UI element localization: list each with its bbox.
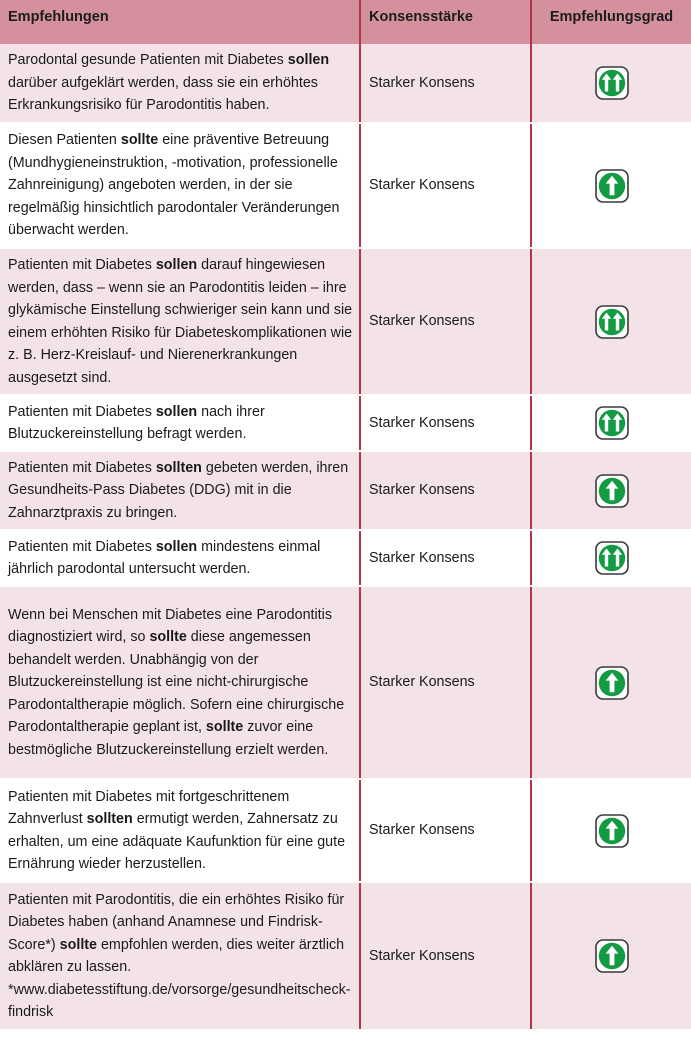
consensus-value: Starker Konsens: [360, 123, 531, 248]
recommendation-text: Wenn bei Menschen mit Diabetes eine Parodontitis diagnostiziert wird, so sollte diese angemessen behandelt werden. Unabhängig von der Blutzuckereinstellung ist eine nicht-chirurgische Parodontaltherapie möglich. Sofern eine chirurgische Parodontaltherapie geplant ist, sollte zuvor eine bestmögliche Blutzuckereinstellung erzielt werden.: [0, 586, 360, 779]
double-up-arrow-icon: [595, 406, 629, 440]
table-row: [0, 882, 691, 1030]
recommendation-text: Diesen Patienten sollte eine präventive Betreuung (Mundhygieneinstruktion, -motivation, professionelle Zahnreinigung) angeboten werden, in der sie regelmäßig hinsichtlich parodontaler Veränderungen überwacht werden.: [0, 123, 360, 248]
table-row: [0, 395, 691, 451]
double-up-arrow-icon: [595, 66, 629, 100]
single-up-arrow-icon: [595, 939, 629, 973]
table-row: [0, 530, 691, 586]
table-row: [0, 451, 691, 530]
header-consensus: Konsensstärke: [360, 0, 531, 44]
recommendation-text: Patienten mit Parodontitis, die ein erhöhtes Risiko für Diabetes haben (anhand Anamnese und Findrisk-Score*) sollte empfohlen werden, dies weiter ärztlich abklären zu lassen. *www.diabetesstiftung.de/vorsorge/gesundheitscheck-findrisk: [0, 882, 360, 1030]
consensus-value: Starker Konsens: [360, 779, 531, 882]
consensus-value: Starker Konsens: [360, 248, 531, 395]
single-up-arrow-icon: [595, 474, 629, 508]
consensus-value: Starker Konsens: [360, 586, 531, 779]
recommendation-text: Patienten mit Diabetes mit fortgeschrittenem Zahnverlust sollten ermutigt werden, Zahnersatz zu erhalten, um eine adäquate Kaufunktion für eine gute Ernährung wieder herzustellen.: [0, 779, 360, 882]
recommendation-text: Patienten mit Diabetes sollen mindestens einmal jährlich parodontal untersucht werden.: [0, 530, 360, 586]
consensus-value: Starker Konsens: [360, 395, 531, 451]
consensus-value: Starker Konsens: [360, 44, 531, 123]
single-up-arrow-icon: [595, 814, 629, 848]
table-header-row: [0, 0, 691, 44]
recommendation-text: Parodontal gesunde Patienten mit Diabetes sollen darüber aufgeklärt werden, dass sie ein erhöhtes Erkrankungsrisiko für Parodontitis haben.: [0, 44, 360, 123]
header-recommendations: Empfehlungen: [0, 0, 360, 44]
consensus-value: Starker Konsens: [360, 882, 531, 1030]
double-up-arrow-icon: [595, 305, 629, 339]
recommendation-text: Patienten mit Diabetes sollten gebeten werden, ihren Gesundheits-Pass Diabetes (DDG) mit in die Zahnarztpraxis zu bringen.: [0, 451, 360, 530]
table-row: [0, 248, 691, 395]
header-grade: Empfehlungsgrad: [531, 0, 691, 44]
recommendation-text: Patienten mit Diabetes sollen darauf hingewiesen werden, dass – wenn sie an Parodontitis leiden – ihre glykämische Einstellung schwieriger sein kann und sie einem erhöhten Risiko für Diabeteskomplikationen wie z. B. Herz-Kreislauf- und Nierenerkrankungen ausgesetzt sind.: [0, 248, 360, 395]
single-up-arrow-icon: [595, 169, 629, 203]
consensus-value: Starker Konsens: [360, 451, 531, 530]
double-up-arrow-icon: [595, 541, 629, 575]
table-row: [0, 586, 691, 779]
table-row: [0, 779, 691, 882]
consensus-value: Starker Konsens: [360, 530, 531, 586]
single-up-arrow-icon: [595, 666, 629, 700]
recommendation-text: Patienten mit Diabetes sollen nach ihrer Blutzuckereinstellung befragt werden.: [0, 395, 360, 451]
table-row: [0, 123, 691, 248]
table-row: [0, 44, 691, 123]
